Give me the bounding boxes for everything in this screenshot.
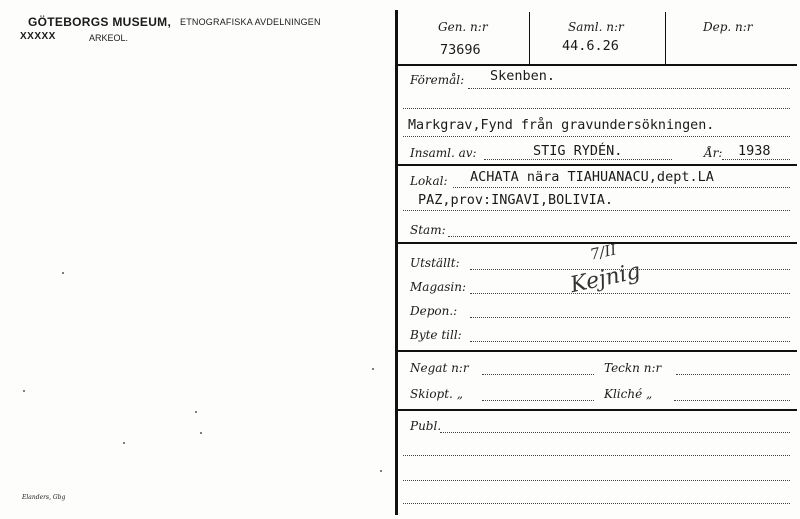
byte-label: Byte till: <box>410 328 462 342</box>
depon-label: Depon.: <box>410 304 458 318</box>
handwritten-note: Kejnig <box>568 258 643 299</box>
saml-nr-label: Saml. n:r <box>568 20 624 34</box>
subdepartment-name: ARKEOL. <box>89 33 129 43</box>
lokal-value-line2: PAZ,prov:INGAVI,BOLIVIA. <box>418 192 614 208</box>
stam-label: Stam: <box>410 223 446 237</box>
lokal-line <box>453 187 790 188</box>
speck <box>200 432 202 434</box>
foremal-label: Föremål: <box>410 73 465 87</box>
section-divider <box>397 350 797 352</box>
description-value: Markgrav,Fynd från gravundersökningen. <box>408 118 715 133</box>
teckn-label: Teckn n:r <box>604 361 662 375</box>
insaml-value: STIG RYDÉN. <box>533 143 623 159</box>
foremal-value: Skenben. <box>490 68 556 84</box>
dep-nr-label: Dep. n:r <box>703 20 753 34</box>
utstallt-label: Utställt: <box>410 256 460 270</box>
insaml-label: Insaml. av: <box>410 146 477 160</box>
depon-line <box>470 317 790 318</box>
speck <box>123 442 125 444</box>
section-divider <box>397 64 797 66</box>
skiopt-label: Skiopt. „ <box>410 387 463 401</box>
magasin-line <box>470 293 790 294</box>
ar-line <box>722 159 790 160</box>
description-line <box>403 136 790 137</box>
speck <box>23 390 25 392</box>
section-divider <box>397 164 797 166</box>
gen-nr-label: Gen. n:r <box>438 20 488 34</box>
teckn-line <box>676 374 790 375</box>
section-divider <box>397 409 797 411</box>
lokal-line <box>403 210 790 211</box>
speck <box>380 470 382 472</box>
skiopt-line <box>482 400 594 401</box>
ar-label: År: <box>704 146 723 160</box>
publ-line <box>403 455 790 456</box>
negat-line <box>482 374 594 375</box>
gen-nr-value: 73696 <box>440 42 481 58</box>
byte-line <box>470 341 790 342</box>
struck-out-word: XXXXX <box>20 31 56 42</box>
publ-label: Publ. <box>410 419 442 433</box>
negat-label: Negat n:r <box>410 361 469 375</box>
publ-line <box>403 503 790 504</box>
card-left-border <box>395 10 398 515</box>
ar-value: 1938 <box>738 143 771 159</box>
speck <box>195 411 197 413</box>
kliche-label: Kliché „ <box>604 387 653 401</box>
foremal-line <box>468 88 790 89</box>
stam-line <box>448 236 790 237</box>
column-divider <box>665 12 666 64</box>
printer-mark: Elanders, Gbg <box>22 494 66 501</box>
blank-line <box>403 108 790 109</box>
speck <box>62 272 64 274</box>
insaml-line <box>484 159 672 160</box>
magasin-label: Magasin: <box>410 280 467 294</box>
museum-name: GÖTEBORGS MUSEUM, <box>28 15 172 29</box>
lokal-value-line1: ACHATA nära TIAHUANACU,dept.LA <box>470 169 714 185</box>
handwritten-date: 7/II <box>588 240 619 264</box>
publ-line <box>403 480 790 481</box>
speck <box>372 368 374 370</box>
kliche-line <box>674 400 790 401</box>
saml-nr-value: 44.6.26 <box>562 38 619 54</box>
column-divider <box>529 12 530 64</box>
department-name: ETNOGRAFISKA AVDELNINGEN <box>180 17 321 27</box>
lokal-label: Lokal: <box>410 174 448 188</box>
publ-line <box>440 432 790 433</box>
